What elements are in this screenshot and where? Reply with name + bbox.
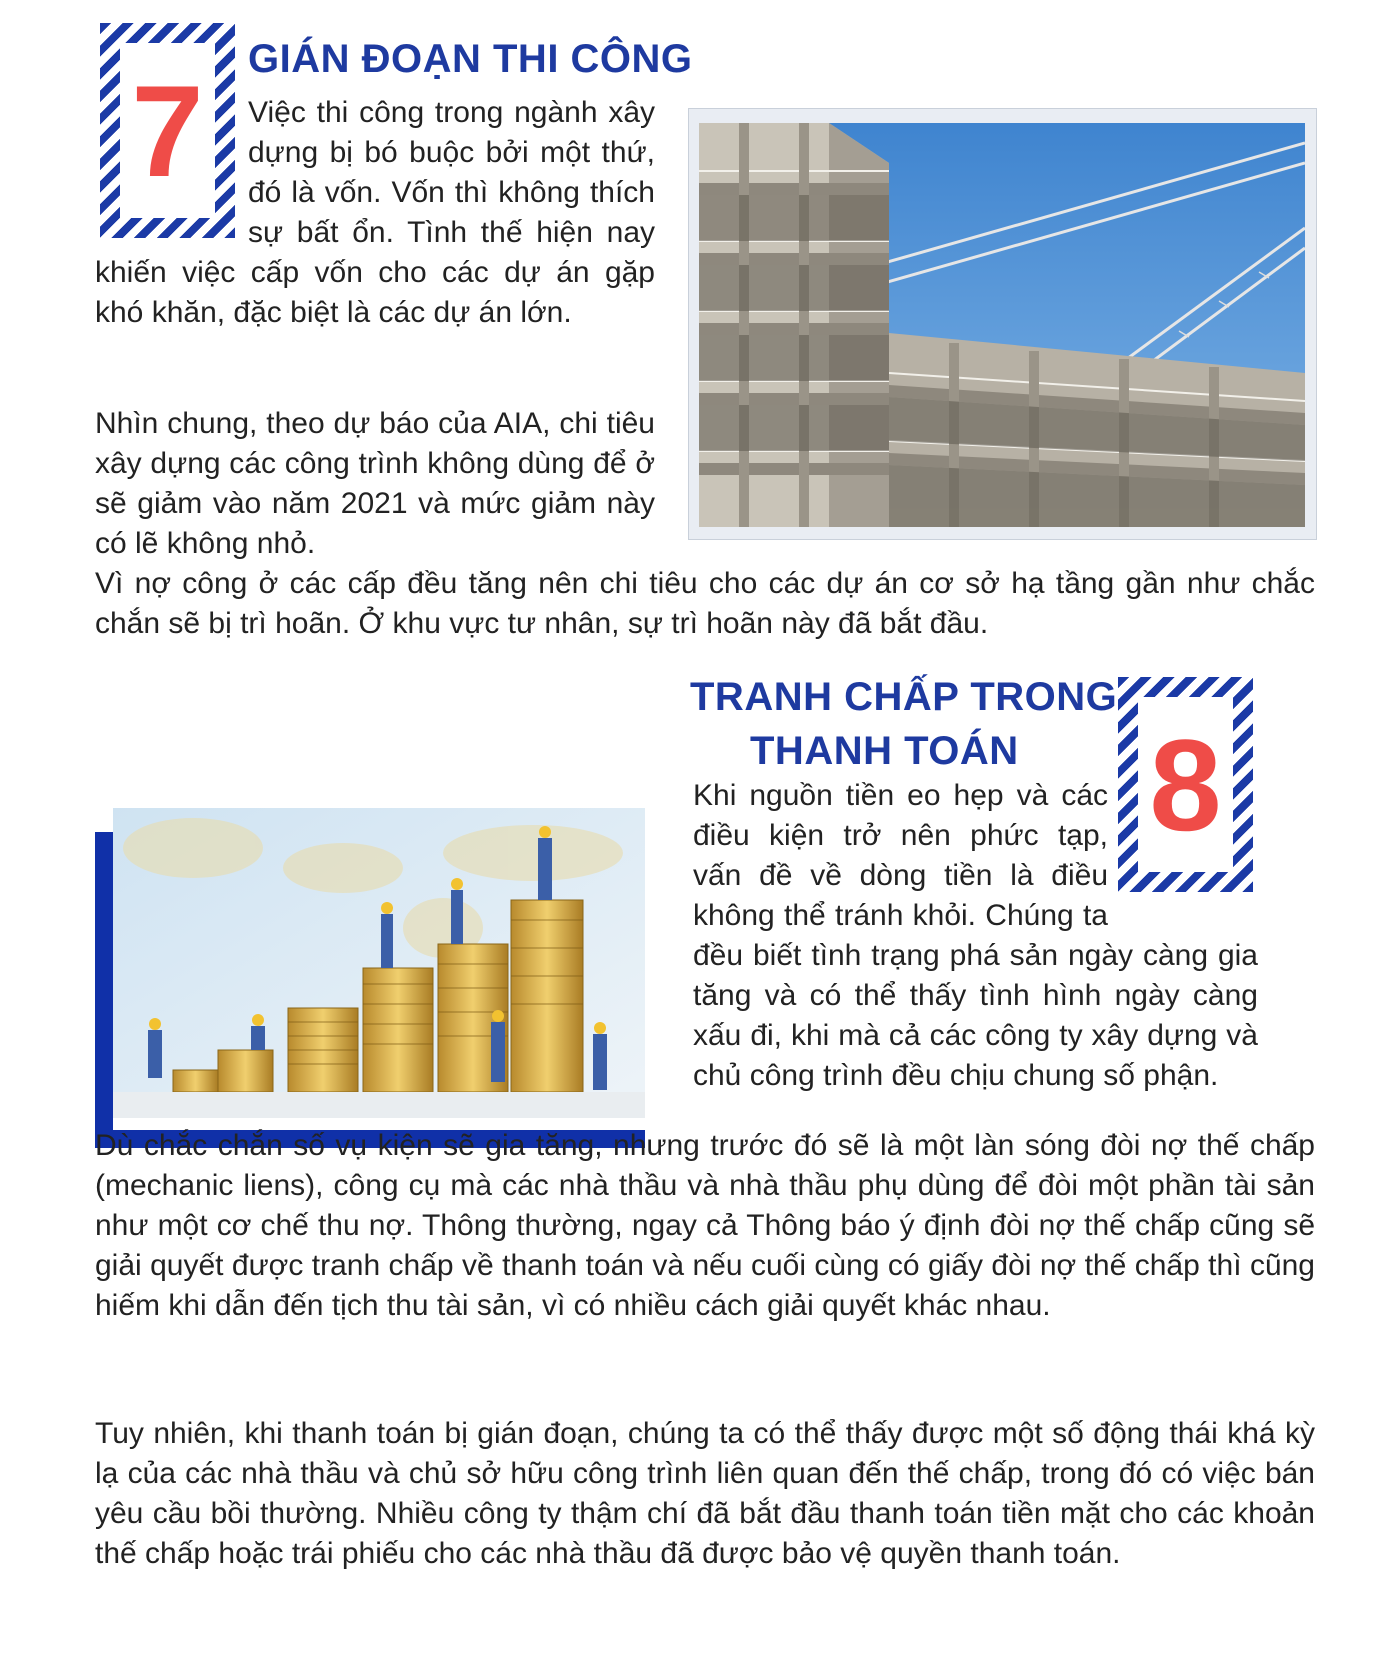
coin-stacks-workers-photo: [113, 808, 645, 1118]
section-8-paragraph-3: Tuy nhiên, khi thanh toán bị gián đoạn, chúng ta có thể thấy được một số động thái khá kỳ lạ của các nhà thầu và chủ sở hữu công trình liên quan đến thế chấp, trong đó có việc bán yêu cầu bồi thường. Nhiều công ty thậm chí đã bắt đầu thanh toán tiền mặt cho các khoản thế chấp hoặc trái phiếu cho các nhà thầu đã được bảo vệ quyền thanh toán.: [95, 1417, 1315, 1570]
section-7-paragraph-1: Việc thi công trong ngành xây dựng bị bó buộc bởi một thứ, đó là vốn. Vốn thì không thích sự bất ổn. Tình thế hiện nay khiến việc cấp vốn cho các dự án gặp khó khăn, đặc biệt là các dự án lớn.: [95, 96, 655, 329]
section-8-paragraph-1: Khi nguồn tiền eo hẹp và các điều kiện trở nên phức tạp, vấn đề về dòng tiền là điều không thể tránh khỏi. Chúng ta đều biết tình trạng phá sản ngày càng gia tăng và có thể thấy tình hình ngày càng xấu đi, khi mà cả các công ty xây dựng và chủ công trình đều chịu chung số phận.: [693, 779, 1258, 1092]
section-7-number: 7: [131, 57, 204, 204]
section-7-paragraph-2: Nhìn chung, theo dự báo của AIA, chi tiêu xây dựng các công trình không dùng để ở sẽ giảm vào năm 2021 và mức giảm này có lẽ không nhỏ.: [95, 407, 655, 560]
section-8-heading-line-2: THANH TOÁN: [750, 729, 1019, 773]
section-7-paragraph-3: Vì nợ công ở các cấp đều tăng nên chi tiêu cho các dự án cơ sở hạ tầng gần như chắc chắn sẽ bị trì hoãn. Ở khu vực tư nhân, sự trì hoãn này đã bắt đầu.: [95, 567, 1315, 640]
section-7-heading: GIÁN ĐOẠN THI CÔNG: [248, 37, 693, 81]
section-8-heading-line-1: TRANH CHẤP TRONG: [690, 675, 1118, 719]
image-accent-bar-left: [95, 832, 113, 1148]
construction-site-photo: [688, 108, 1317, 540]
section-8-number: 8: [1149, 711, 1222, 858]
construction-building-image: [699, 123, 1305, 527]
section-8-paragraph-2: Dù chắc chắn số vụ kiện sẽ gia tăng, nhưng trước đó sẽ là một làn sóng đòi nợ thế chấp (mechanic liens), công cụ mà các nhà thầu và nhà thầu phụ dùng để đòi một phần tài sản như một cơ chế thu nợ. Thông thường, ngay cả Thông báo ý định đòi nợ thế chấp cũng sẽ giải quyết được tranh chấp về thanh toán và nếu cuối cùng có giấy đòi nợ thế chấp thì cũng hiếm khi dẫn đến tịch thu tài sản, vì có nhiều cách giải quyết khác nhau.: [95, 1129, 1315, 1322]
